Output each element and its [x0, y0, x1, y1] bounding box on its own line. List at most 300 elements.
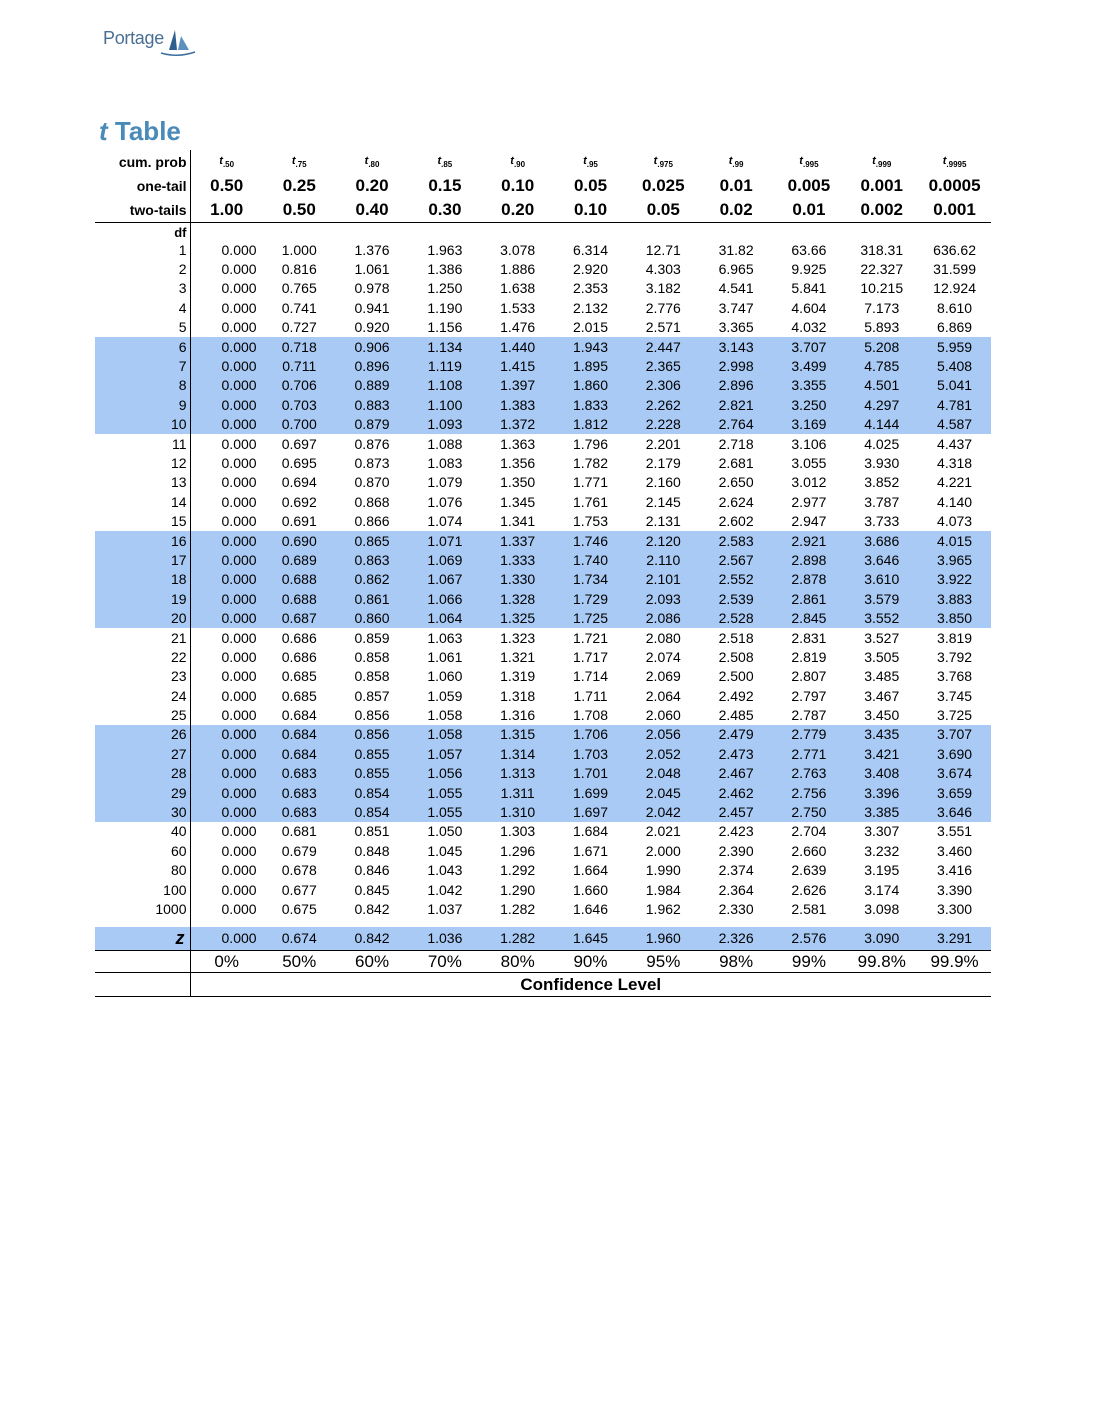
critical-value: 2.878	[773, 570, 846, 589]
df-label-spacer	[408, 222, 481, 240]
critical-value: 7.173	[864, 299, 900, 316]
df-value: 17	[95, 550, 190, 569]
table-row	[95, 511, 991, 530]
critical-value: 2.626	[791, 881, 827, 898]
critical-value: 1.963	[427, 241, 463, 258]
critical-value: 0.855	[336, 744, 409, 763]
df-value: 2	[95, 259, 190, 278]
critical-value: 1.701	[554, 764, 627, 783]
critical-value: 3.098	[864, 900, 900, 917]
critical-value: 1.962	[645, 900, 681, 917]
critical-value: 1.740	[554, 550, 627, 569]
critical-value: 0.000	[190, 608, 263, 627]
df-value: 100	[95, 880, 190, 899]
df-value: 29	[95, 783, 190, 802]
critical-value: 1.069	[408, 550, 481, 569]
critical-value: 1.058	[427, 707, 463, 724]
cum-prob-subscript: .90	[513, 160, 526, 170]
critical-value: 1.055	[408, 802, 481, 821]
critical-value: 0.000	[190, 725, 263, 744]
critical-value: 3.674	[918, 764, 991, 783]
critical-value: 5.208	[845, 337, 918, 356]
df-value: 40	[95, 822, 190, 841]
table-row	[95, 473, 991, 492]
critical-value: 1.363	[500, 435, 536, 452]
critical-value: 2.500	[718, 668, 754, 685]
critical-value: 0.863	[336, 550, 409, 569]
cum-prob-subscript: .99	[732, 160, 744, 170]
two-tails-value: 0.40	[355, 199, 389, 219]
critical-value: 0.686	[281, 629, 317, 646]
critical-value: 1.060	[427, 668, 463, 685]
critical-value: 2.797	[791, 687, 827, 704]
critical-value: 2.660	[791, 842, 827, 859]
critical-value: 2.776	[645, 299, 681, 316]
critical-value: 0.700	[263, 415, 336, 434]
critical-value: 2.567	[700, 550, 773, 569]
critical-value: 1.050	[427, 823, 463, 840]
critical-value: 0.727	[281, 319, 317, 336]
critical-value: 3.505	[864, 648, 900, 665]
critical-value: 0.856	[354, 707, 390, 724]
critical-value: 0.686	[281, 648, 317, 665]
critical-value: 4.297	[845, 395, 918, 414]
critical-value: 0.688	[263, 570, 336, 589]
critical-value: 1.055	[408, 783, 481, 802]
t-symbol: t	[653, 154, 658, 167]
gap-cell	[627, 919, 700, 927]
one-tail-value: 0.01	[719, 176, 753, 195]
header-two-tails-row	[95, 198, 991, 222]
two-tails-value: 0.02	[719, 199, 753, 219]
critical-value: 1.328	[481, 589, 554, 608]
critical-value: 2.807	[791, 668, 827, 685]
t-symbol: t	[942, 154, 947, 167]
critical-value: 3.819	[937, 629, 973, 646]
cum-prob-header	[554, 150, 627, 174]
critical-value: 1.886	[500, 261, 536, 278]
critical-value: 1.397	[481, 376, 554, 395]
df-value: 14	[95, 492, 190, 511]
critical-value: 2.750	[773, 802, 846, 821]
critical-value: 1.045	[427, 842, 463, 859]
critical-value: 0.862	[336, 570, 409, 589]
df-label-spacer	[845, 222, 918, 240]
critical-value: 1.058	[408, 725, 481, 744]
confidence-level-label: Confidence Level	[520, 974, 662, 994]
critical-value: 0.678	[281, 862, 317, 879]
critical-value: 0.706	[263, 376, 336, 395]
critical-value: 2.787	[791, 707, 827, 724]
table-row	[95, 395, 991, 414]
critical-value: 1.664	[572, 862, 608, 879]
critical-value: 0.856	[336, 725, 409, 744]
table-row	[95, 240, 991, 259]
critical-value: 2.056	[627, 725, 700, 744]
two-tails-value: 1.00	[210, 199, 244, 219]
critical-value: 1.066	[408, 589, 481, 608]
critical-value: 1.337	[481, 531, 554, 550]
critical-value: 2.306	[627, 376, 700, 395]
critical-value: 3.646	[845, 550, 918, 569]
df-label-spacer	[336, 222, 409, 240]
critical-value: 3.485	[864, 668, 900, 685]
critical-value: 0.000	[190, 802, 263, 821]
critical-value: 4.015	[918, 531, 991, 550]
t-symbol: t	[437, 154, 442, 167]
critical-value: 2.583	[700, 531, 773, 550]
critical-value: 6.314	[572, 241, 608, 258]
critical-value: 1.042	[427, 881, 463, 898]
critical-value: 1.860	[554, 376, 627, 395]
critical-value: 0.000	[221, 513, 257, 530]
critical-value: 1.684	[572, 823, 608, 840]
header-one-tail-row	[95, 174, 991, 198]
critical-value: 1.638	[500, 280, 536, 297]
z-value: 0.842	[336, 927, 409, 951]
confidence-value: 99.9%	[918, 951, 991, 973]
critical-value: 2.756	[773, 783, 846, 802]
cum-prob-subscript: .85	[441, 160, 453, 170]
one-tail-value: 0.10	[501, 176, 535, 195]
logo-text: Portage	[103, 28, 164, 48]
z-value: 3.291	[918, 927, 991, 951]
critical-value: 1.386	[427, 261, 463, 278]
df-value: 26	[95, 725, 190, 744]
sailboat-icon	[103, 24, 203, 60]
critical-value: 0.861	[336, 589, 409, 608]
critical-value: 63.66	[791, 241, 827, 258]
table-row	[95, 550, 991, 569]
df-label-row	[95, 222, 991, 240]
critical-value: 1.303	[500, 823, 536, 840]
page-title	[99, 116, 181, 147]
critical-value: 2.374	[718, 862, 754, 879]
critical-value: 2.921	[773, 531, 846, 550]
critical-value: 3.690	[918, 744, 991, 763]
critical-value: 0.868	[354, 493, 390, 510]
critical-value: 3.850	[918, 608, 991, 627]
table-row	[95, 318, 991, 337]
critical-value: 1.330	[481, 570, 554, 589]
critical-value: 2.821	[700, 395, 773, 414]
critical-value: 1.729	[554, 589, 627, 608]
critical-value: 4.785	[845, 356, 918, 375]
critical-value: 2.060	[645, 707, 681, 724]
critical-value: 0.000	[221, 629, 257, 646]
critical-value: 1.782	[572, 454, 608, 471]
gap-cell	[190, 919, 263, 927]
table-row	[95, 861, 991, 880]
table-row	[95, 686, 991, 705]
cum-prob-header	[481, 150, 554, 174]
gap-cell	[554, 919, 627, 927]
critical-value: 1.376	[354, 241, 390, 258]
critical-value: 4.144	[845, 415, 918, 434]
critical-value: 12.924	[933, 280, 976, 297]
critical-value: 3.143	[700, 337, 773, 356]
gap-cell	[336, 919, 409, 927]
critical-value: 2.042	[627, 802, 700, 821]
critical-value: 1.746	[554, 531, 627, 550]
critical-value: 3.527	[864, 629, 900, 646]
df-value: 80	[95, 861, 190, 880]
critical-value: 1.061	[427, 648, 463, 665]
df-value: 21	[95, 628, 190, 647]
critical-value: 2.390	[718, 842, 754, 859]
df-value: 1	[95, 240, 190, 259]
critical-value: 2.473	[700, 744, 773, 763]
df-value: 23	[95, 667, 190, 686]
confidence-spacer	[95, 951, 190, 973]
critical-value: 0.000	[221, 241, 257, 258]
critical-value: 1.061	[354, 261, 390, 278]
critical-value: 0.860	[336, 608, 409, 627]
critical-value: 10.215	[860, 280, 904, 297]
critical-value: 1.083	[427, 454, 463, 471]
critical-value: 1.074	[427, 513, 463, 530]
df-label-spacer	[918, 222, 991, 240]
critical-value: 0.684	[263, 725, 336, 744]
critical-value: 1.476	[500, 319, 536, 336]
df-value: 1000	[95, 899, 190, 918]
critical-value: 3.883	[918, 589, 991, 608]
critical-value: 1.706	[554, 725, 627, 744]
critical-value: 2.052	[627, 744, 700, 763]
cum-prob-subscript: .50	[222, 160, 235, 170]
critical-value: 3.725	[937, 707, 973, 724]
critical-value: 2.069	[645, 668, 681, 685]
critical-value: 0.889	[336, 376, 409, 395]
critical-value: 0.000	[190, 783, 263, 802]
critical-value: 1.796	[572, 435, 608, 452]
critical-value: 4.781	[918, 395, 991, 414]
critical-value: 4.437	[937, 435, 973, 452]
critical-value: 1.079	[427, 474, 463, 491]
one-tail-value: 0.05	[573, 176, 608, 195]
df-value: 22	[95, 647, 190, 666]
critical-value: 3.930	[864, 454, 900, 471]
critical-value: 3.787	[864, 493, 900, 510]
critical-value: 2.920	[572, 261, 608, 278]
critical-value: 12.71	[645, 241, 681, 258]
z-value: 2.326	[700, 927, 773, 951]
critical-value: 0.000	[221, 493, 257, 510]
critical-value: 3.707	[918, 725, 991, 744]
critical-value: 2.160	[645, 474, 681, 491]
z-value: 3.090	[845, 927, 918, 951]
critical-value: 0.703	[263, 395, 336, 414]
table-row	[95, 725, 991, 744]
critical-value: 0.000	[190, 376, 263, 395]
critical-value: 3.499	[773, 356, 846, 375]
cum-prob-header	[845, 150, 918, 174]
table-row	[95, 279, 991, 298]
critical-value: 1.350	[500, 474, 536, 491]
critical-value: 1.771	[572, 474, 608, 491]
critical-value: 2.365	[627, 356, 700, 375]
critical-value: 2.015	[572, 319, 608, 336]
critical-value: 6.965	[718, 261, 754, 278]
critical-value: 2.457	[700, 802, 773, 821]
critical-value: 0.687	[263, 608, 336, 627]
cum-prob-subscript: .75	[295, 160, 307, 170]
critical-value: 3.169	[773, 415, 846, 434]
critical-value: 1.088	[427, 435, 463, 452]
critical-value: 3.250	[773, 395, 846, 414]
critical-value: 1.753	[572, 513, 608, 530]
critical-value: 0.689	[263, 550, 336, 569]
critical-value: 0.000	[221, 280, 257, 297]
one-tail-value: 0.25	[282, 176, 316, 195]
critical-value: 0.684	[281, 707, 317, 724]
critical-value: 3.355	[773, 376, 846, 395]
critical-value: 0.718	[263, 337, 336, 356]
critical-value: 3.385	[845, 802, 918, 821]
critical-value: 3.232	[864, 842, 900, 859]
critical-value: 3.686	[845, 531, 918, 550]
two-tails-value: 0.20	[501, 199, 535, 219]
table-row	[95, 453, 991, 472]
critical-value: 0.741	[281, 299, 317, 316]
critical-value: 3.922	[918, 570, 991, 589]
df-value: 13	[95, 473, 190, 492]
critical-value: 1.711	[573, 687, 608, 704]
two-tails-value: 0.05	[646, 199, 680, 219]
critical-value: 0.906	[336, 337, 409, 356]
df-value: 7	[95, 356, 190, 375]
critical-value: 0.694	[281, 474, 317, 491]
confidence-value: 90%	[554, 951, 627, 973]
critical-value: 4.501	[845, 376, 918, 395]
z-value: 1.036	[408, 927, 481, 951]
critical-value: 1.383	[481, 395, 554, 414]
critical-value: 2.086	[627, 608, 700, 627]
critical-value: 0.858	[354, 668, 390, 685]
critical-value: 1.660	[572, 881, 608, 898]
table-row	[95, 531, 991, 550]
critical-value: 4.221	[937, 474, 973, 491]
critical-value: 2.861	[773, 589, 846, 608]
one-tail-value: 0.20	[355, 176, 389, 195]
critical-value: 0.000	[221, 823, 257, 840]
z-label: z	[95, 927, 190, 951]
df-value: 24	[95, 686, 190, 705]
df-value: 11	[95, 434, 190, 453]
confidence-value: 50%	[263, 951, 336, 973]
critical-value: 31.82	[718, 241, 754, 258]
critical-value: 2.262	[627, 395, 700, 414]
critical-value: 1.000	[281, 241, 317, 258]
t-symbol: t	[872, 154, 876, 167]
critical-value: 0.681	[281, 823, 317, 840]
critical-value: 0.816	[281, 261, 317, 278]
gap-cell	[845, 919, 918, 927]
df-value: 4	[95, 298, 190, 317]
critical-value: 1.059	[427, 687, 463, 704]
critical-value: 1.318	[500, 687, 536, 704]
critical-value: 0.683	[263, 802, 336, 821]
critical-value: 3.745	[937, 687, 973, 704]
critical-value: 2.764	[700, 415, 773, 434]
z-value: 0.674	[263, 927, 336, 951]
critical-value: 3.300	[937, 900, 973, 917]
critical-value: 0.685	[281, 687, 317, 704]
table-row	[95, 628, 991, 647]
critical-value: 0.683	[263, 764, 336, 783]
df-value: 28	[95, 764, 190, 783]
table-row	[95, 570, 991, 589]
critical-value: 0.691	[281, 513, 317, 530]
table-row	[95, 298, 991, 317]
critical-value: 1.697	[554, 802, 627, 821]
cum-prob-header	[190, 150, 263, 174]
t-symbol: t	[219, 154, 223, 167]
critical-value: 1.296	[500, 842, 536, 859]
critical-value: 2.101	[627, 570, 700, 589]
critical-value: 1.043	[427, 862, 463, 879]
critical-value: 3.610	[845, 570, 918, 589]
critical-value: 1.056	[408, 764, 481, 783]
critical-value: 1.761	[572, 493, 608, 510]
critical-value: 4.303	[645, 261, 681, 278]
critical-value: 2.080	[645, 629, 681, 646]
critical-value: 0.000	[190, 531, 263, 550]
confidence-value: 95%	[627, 951, 700, 973]
critical-value: 3.307	[864, 823, 900, 840]
critical-value: 1.833	[554, 395, 627, 414]
critical-value: 1.943	[554, 337, 627, 356]
critical-value: 2.145	[645, 493, 681, 510]
critical-value: 2.947	[791, 513, 827, 530]
critical-value: 4.604	[791, 299, 827, 316]
one-tail-value: 0.50	[210, 176, 244, 195]
critical-value: 3.733	[864, 513, 900, 530]
one-tail-value: 0.001	[860, 176, 903, 195]
critical-value: 5.893	[864, 319, 900, 336]
table-row	[95, 376, 991, 395]
gap-cell	[700, 919, 773, 927]
critical-value: 1.703	[554, 744, 627, 763]
critical-value: 2.650	[718, 474, 754, 491]
critical-value: 0.683	[263, 783, 336, 802]
t-symbol: t	[364, 154, 369, 167]
title-t: t	[99, 116, 108, 146]
table-row	[95, 899, 991, 918]
critical-value: 0.000	[221, 900, 257, 917]
t-symbol: t	[291, 154, 296, 167]
critical-value: 0.697	[281, 435, 317, 452]
title-rest: Table	[107, 116, 181, 146]
critical-value: 1.323	[500, 629, 536, 646]
critical-value: 1.315	[481, 725, 554, 744]
cum-prob-subscript: .95	[586, 160, 598, 170]
critical-value: 0.883	[336, 395, 409, 414]
critical-value: 1.415	[481, 356, 554, 375]
critical-value: 2.718	[718, 435, 754, 452]
critical-value: 0.690	[263, 531, 336, 550]
two-tails-value: 0.002	[860, 199, 903, 219]
critical-value: 3.195	[864, 862, 900, 879]
critical-value: 2.831	[791, 629, 827, 646]
cum-prob-header	[773, 150, 846, 174]
two-tails-value: 0.50	[282, 199, 316, 219]
critical-value: 0.920	[354, 319, 390, 336]
df-value: 9	[95, 395, 190, 414]
critical-value: 0.000	[221, 648, 257, 665]
critical-value: 0.711	[263, 356, 336, 375]
cum-prob-header	[627, 150, 700, 174]
